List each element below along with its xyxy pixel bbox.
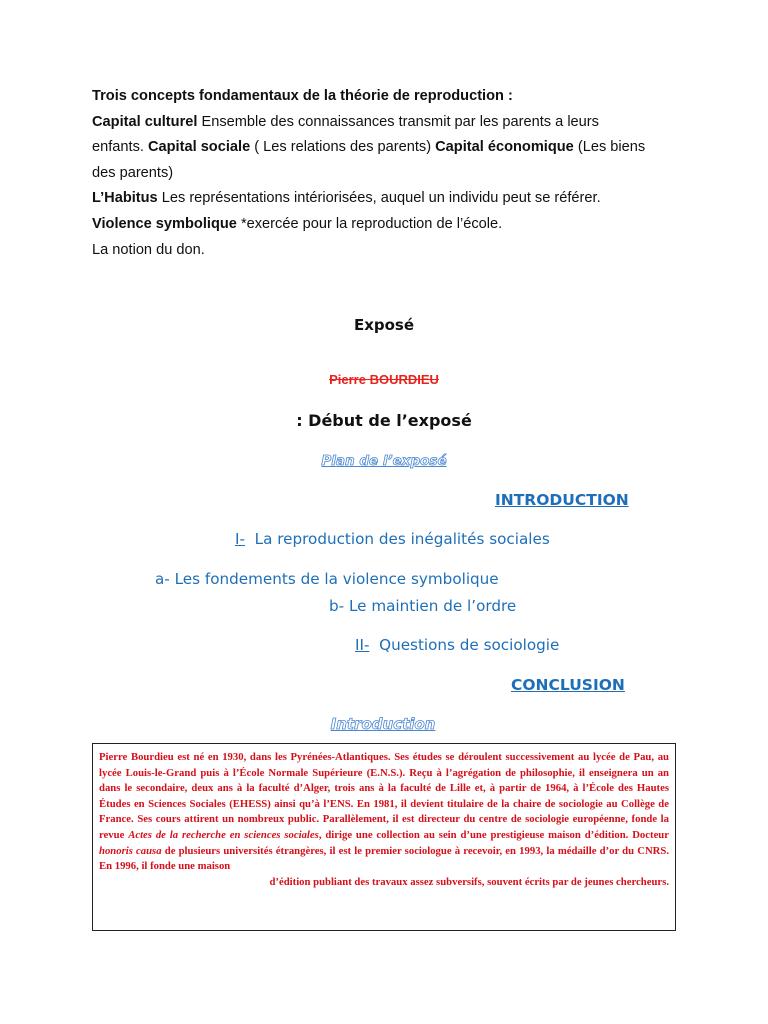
- outline-introduction: INTRODUCTION: [495, 491, 629, 509]
- capital-sociale-label: Capital sociale: [147, 139, 251, 156]
- part-2-title: Questions de sociologie: [379, 636, 560, 654]
- bio-part-3: de plusieurs universités étrangères, il est le premier sociologue à recevoir, en 1993, la médaille d’or du CNRS. En 1996, il fonde une maison: [99, 844, 669, 873]
- outline-sub-b: b- Le maintien de l’ordre: [329, 597, 517, 615]
- habitus-label: L’Habitus: [92, 190, 158, 207]
- bio-honoris: honoris causa: [99, 844, 162, 857]
- capital-economique-label: Capital économique: [435, 139, 574, 156]
- plan-line: [0, 452, 768, 470]
- outline-sub-a: a- Les fondements de la violence symbolique: [155, 570, 499, 588]
- capital-culturel-label: Capital culturel: [92, 113, 198, 130]
- concepts-section: [92, 84, 652, 263]
- outline-part-2: [355, 636, 559, 654]
- capital-sociale-text: ( Les relations des parents): [250, 139, 436, 156]
- part-1-title: La reproduction des inégalités sociales: [254, 530, 550, 548]
- capital-economique-text: (Les biens des parents): [92, 139, 646, 181]
- plan-heading: Plan de l’exposé: [321, 453, 447, 469]
- bio-part-1: Pierre Bourdieu est né en 1930, dans les Pyrénées-Atlantiques. Ses études se déroulent successivement au lycée de Pau, au lycée Louis-le-Grand puis à l’École Normale Supérieure (E.N.S.). Reçu à l’agrégation de philosophie, il enseignera un an dans le secondaire, deux ans à la faculté d’Alger, trois ans à la faculté de Lille et, à partir de 1964, à l’École des Hautes Études en Sciences Sociales (EHESS) ainsi qu’à l’ENS. En 1981, il devient titulaire de la chaire de sociologie au Collège de France. Ses cours attirent un nombreux public. Parallèlement, il est directeur du centre de sociologie européenne, fonde la revue: [99, 751, 669, 841]
- violence-text: *exercée pour la reproduction de l’école.: [236, 215, 503, 232]
- biography-box: [92, 743, 676, 931]
- intro-heading-line: [0, 715, 767, 734]
- outline-conclusion: CONCLUSION: [511, 676, 625, 694]
- expose-heading: Exposé: [353, 316, 415, 334]
- biography-text: [99, 750, 669, 875]
- habitus-line: [92, 186, 652, 212]
- bio-last-line: d’édition publiant des travaux assez subversifs, souvent écrits par de jeunes chercheurs.: [269, 875, 669, 888]
- part-1-number: I-: [235, 530, 245, 548]
- capital-paragraph: [92, 110, 652, 187]
- author-name: Pierre BOURDIEU: [329, 372, 439, 387]
- violence-line: [92, 212, 652, 238]
- habitus-text: Les représentations intériorisées, auquel un individu peut se référer.: [157, 190, 601, 207]
- don-line: La notion du don.: [92, 241, 205, 258]
- capital-culturel-text: Ensemble des connaissances transmit par les parents a leurs enfants.: [92, 113, 599, 156]
- introduction-heading: Introduction: [330, 715, 436, 733]
- author-line: [0, 371, 768, 389]
- part-2-number: II-: [355, 636, 370, 654]
- violence-label: Violence symbolique: [92, 215, 237, 232]
- bio-part-2: , dirige une collection au sein d’une prestigieuse maison d’édition. Docteur: [318, 828, 669, 841]
- debut-heading: : Début de l’exposé: [296, 411, 472, 430]
- outline-part-1: [235, 530, 550, 548]
- bio-journal: Actes de la recherche en sciences sociales: [128, 828, 319, 841]
- concepts-title: Trois concepts fondamentaux de la théorie de reproduction :: [92, 88, 513, 104]
